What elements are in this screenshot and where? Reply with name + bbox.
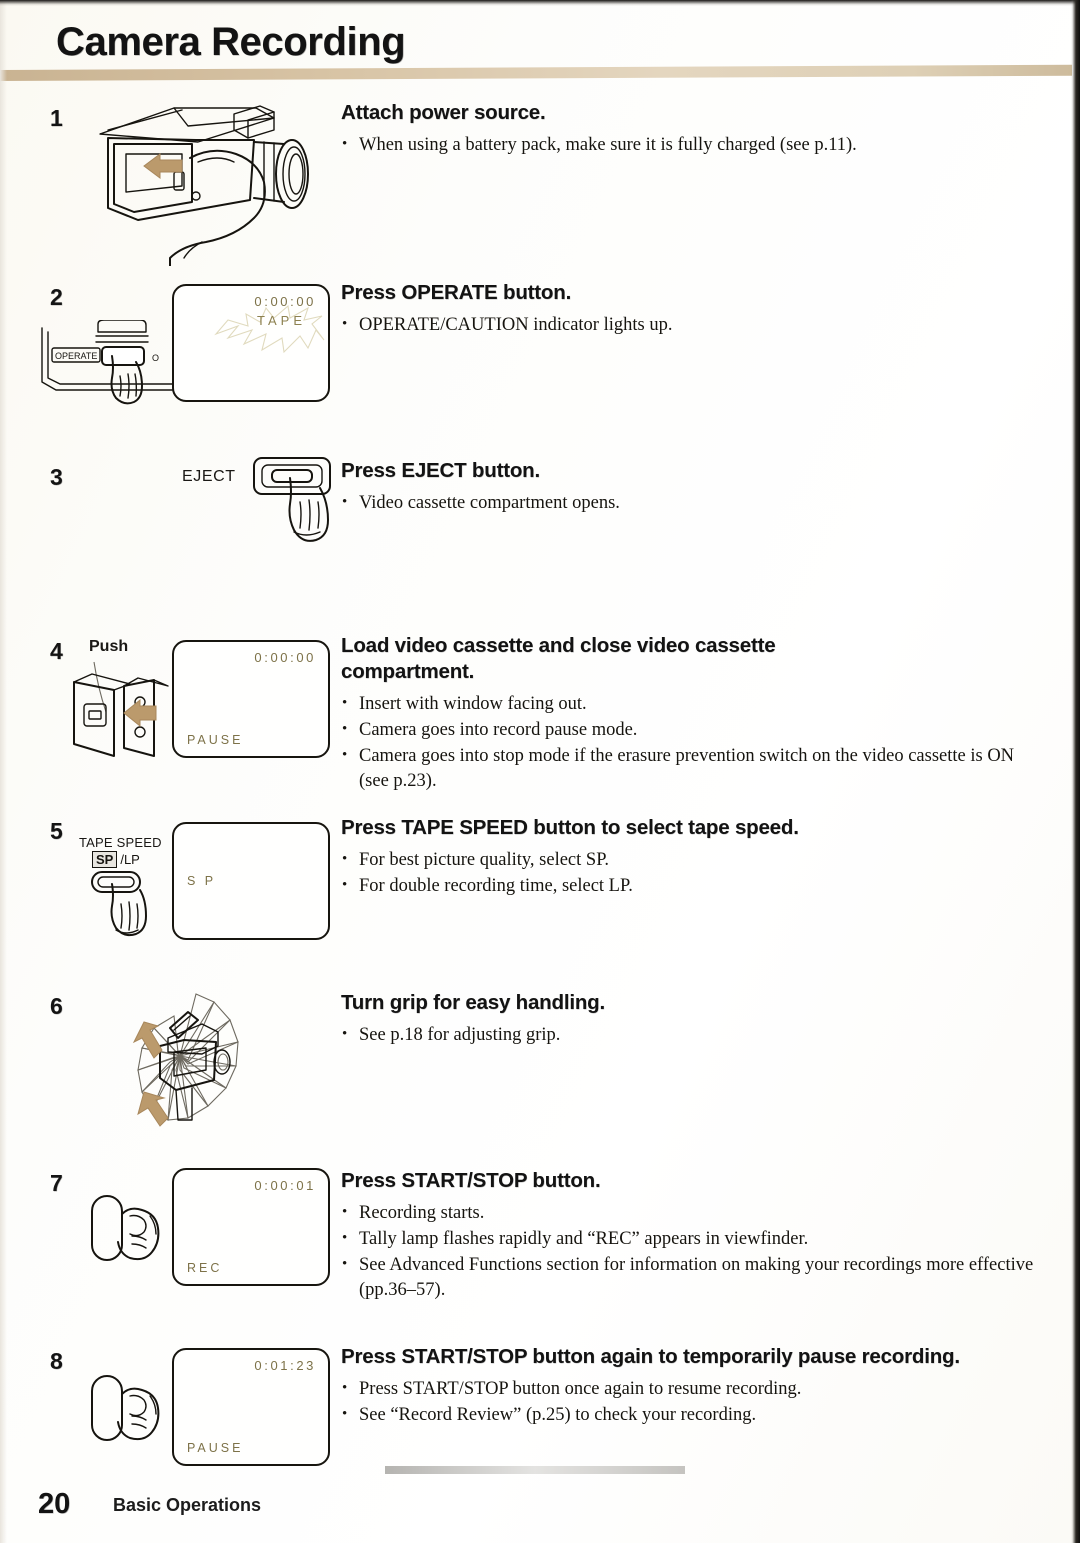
svg-text:O: O xyxy=(152,353,160,363)
step-1-body xyxy=(341,100,1041,159)
bullet: • Camera goes into stop mode if the erasure prevention switch on the video cassette is ON (see p.23). xyxy=(341,744,1041,794)
camcorder-with-battery-pack-illustration xyxy=(78,96,338,266)
viewfinder-timecode: 0:00:00 xyxy=(254,650,316,665)
bullet: • For best picture quality, select SP. xyxy=(341,848,1041,873)
page-number: 20 xyxy=(38,1488,71,1520)
viewfinder-panel-step7 xyxy=(172,1168,330,1286)
step-number: 7 xyxy=(50,1170,63,1196)
viewfinder-status: REC xyxy=(187,1261,223,1275)
push-callout-label: Push xyxy=(89,638,129,655)
step-heading: Attach power source. xyxy=(341,101,546,124)
page-title: Camera Recording xyxy=(56,20,406,64)
step-heading: Press START/STOP button. xyxy=(341,1169,601,1192)
tape-speed-options xyxy=(92,851,140,868)
viewfinder-panel-step8 xyxy=(172,1348,330,1466)
scan-smudge xyxy=(385,1466,685,1474)
tape-speed-option-sp: SP xyxy=(92,851,117,868)
step-number: 5 xyxy=(50,818,63,844)
viewfinder-status: PAUSE xyxy=(187,733,244,747)
bullet: • Press START/STOP button once again to resume recording. xyxy=(341,1377,1041,1402)
bullet: • When using a battery pack, make sure it is fully charged (see p.11). xyxy=(341,133,1041,158)
step-bullets xyxy=(341,848,1041,899)
tape-speed-button-illustration xyxy=(88,870,158,940)
step-heading: Press EJECT button. xyxy=(341,459,540,482)
scan-edge-right xyxy=(1071,0,1080,1543)
cassette-compartment-illustration xyxy=(68,660,178,770)
step-number: 8 xyxy=(50,1348,63,1374)
step-bullets xyxy=(341,1377,1041,1428)
step-number: 1 xyxy=(50,105,63,131)
step-number: 2 xyxy=(50,284,63,310)
step-bullets xyxy=(341,133,1041,158)
step-bullets xyxy=(341,692,1041,794)
scan-edge-left xyxy=(0,0,7,1543)
bullet: • Insert with window facing out. xyxy=(341,692,1041,717)
camcorder-rotating-grip-illustration xyxy=(118,980,253,1140)
step-number: 6 xyxy=(50,993,63,1019)
bullet: • See “Record Review” (p.25) to check your recording. xyxy=(341,1403,1041,1428)
tape-speed-label: TAPE SPEED xyxy=(79,835,162,850)
step-bullets xyxy=(341,491,1041,516)
step-4-body xyxy=(341,633,1041,795)
bullet: • See p.18 for adjusting grip. xyxy=(341,1023,1041,1048)
bullet: • See Advanced Functions section for information on making your recordings more effective (pp.36–57). xyxy=(341,1253,1041,1303)
operate-button-illustration xyxy=(36,320,176,405)
step-6-body xyxy=(341,990,1041,1049)
viewfinder-tape-indicator: TAPE xyxy=(257,313,306,328)
viewfinder-timecode: 0:00:00 xyxy=(254,294,316,309)
step-number: 4 xyxy=(50,638,63,664)
eject-button-illustration xyxy=(250,452,345,552)
bullet: • Camera goes into record pause mode. xyxy=(341,718,1041,743)
eject-button-label: EJECT xyxy=(182,468,236,485)
hand-pressing-start-stop-button-illustration xyxy=(88,1192,168,1282)
step-bullets xyxy=(341,1023,1041,1048)
step-5-body xyxy=(341,815,1041,900)
step-heading: Press START/STOP button again to temporarily pause recording. xyxy=(341,1345,960,1368)
operate-button-label: OPERATE xyxy=(55,351,98,361)
step-bullets xyxy=(341,1201,1041,1303)
step-2-body xyxy=(341,280,1041,339)
step-heading: Load video cassette and close video cassette compartment. xyxy=(341,634,776,683)
section-name: Basic Operations xyxy=(113,1495,262,1515)
viewfinder-panel-step4 xyxy=(172,640,330,758)
bullet: • For double recording time, select LP. xyxy=(341,874,1041,899)
step-heading: Press TAPE SPEED button to select tape speed. xyxy=(341,816,799,839)
viewfinder-timecode: 0:01:23 xyxy=(254,1358,316,1373)
step-bullets xyxy=(341,313,1041,338)
viewfinder-panel-step5 xyxy=(172,822,330,940)
step-heading: Press OPERATE button. xyxy=(341,281,572,304)
viewfinder-panel-step2 xyxy=(172,284,330,402)
viewfinder-timecode: 0:00:01 xyxy=(254,1178,316,1193)
step-number: 3 xyxy=(50,464,63,490)
viewfinder-status: PAUSE xyxy=(187,1441,244,1455)
bullet: • Tally lamp flashes rapidly and “REC” appears in viewfinder. xyxy=(341,1227,1041,1252)
step-7-body xyxy=(341,1168,1041,1304)
bullet: • OPERATE/CAUTION indicator lights up. xyxy=(341,313,1041,338)
step-3-body xyxy=(341,458,1041,517)
bullet: • Recording starts. xyxy=(341,1201,1041,1226)
viewfinder-status: S P xyxy=(187,874,217,888)
hand-pressing-start-stop-button-illustration xyxy=(88,1372,168,1462)
step-heading: Turn grip for easy handling. xyxy=(341,991,605,1014)
tape-speed-option-lp: /LP xyxy=(120,852,140,867)
tape-flash-burst-icon xyxy=(208,304,326,356)
bullet: • Video cassette compartment opens. xyxy=(341,491,1041,516)
step-8-body xyxy=(341,1344,1041,1429)
scan-edge-top xyxy=(0,0,1080,6)
